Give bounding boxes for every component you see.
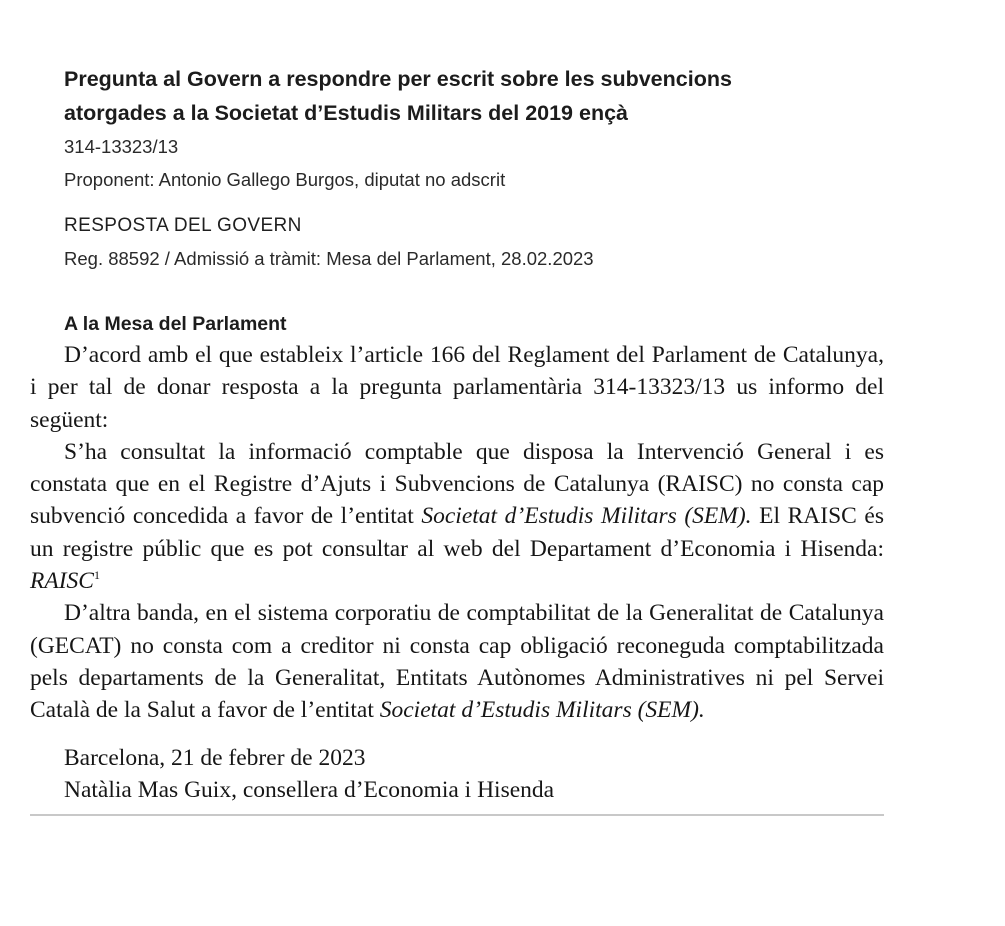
question-title: [64, 62, 884, 130]
document-body: [30, 62, 884, 816]
response-section-label: RESPOSTA DEL GOVERN: [64, 215, 302, 236]
response-text: [30, 339, 884, 727]
paragraph-3-text: D’altra banda, en el sistema corporatiu de comptabilitat de la Generalitat de Catalunya (GECAT) no consta com a creditor ni consta cap obligació reconeguda comptabilitzada pels departaments de la Generalitat, Entitats Autònomes Administratives ni pel Servei Català de la Salut a favor de l’entitat: [30, 600, 884, 724]
place-date: Barcelona, 21 de febrer de 2023: [64, 744, 366, 771]
signatory: Natàlia Mas Guix, consellera d’Economia i Hisenda: [64, 776, 555, 803]
registration-line: Reg. 88592 / Admissió a tràmit: Mesa del Parlament, 28.02.2023: [64, 248, 594, 269]
paragraph-2: [30, 436, 884, 597]
bottom-divider: [30, 814, 884, 816]
entity-name: Societat d’Estudis Militars (SEM).: [379, 697, 705, 724]
paragraph-2-text-a: S’ha consultat la informació comptable que disposa la Intervenció General i es constata que en el Registre d’Ajuts i Subvencions de Catalunya (RAISC) no consta cap subvenció concedida a favor de l’entitat: [30, 438, 884, 530]
question-reference: 314-13323/13: [64, 136, 179, 157]
paragraph-3: [30, 597, 884, 726]
question-title-line-1: Pregunta al Govern a respondre per escrit sobre les subvencions: [64, 67, 732, 91]
question-header: [30, 62, 884, 339]
addressee: A la Mesa del Parlament: [64, 313, 287, 335]
question-proponent: Proponent: Antonio Gallego Burgos, diputat no adscrit: [64, 169, 506, 190]
paragraph-1: D’acord amb el que estableix l’article 166 del Reglament del Parlament de Catalunya, i per tal de donar resposta a la pregunta parlamentària 314-13323/13 us informo del següent:: [30, 342, 884, 433]
paragraph-2-text-b: El RAISC és un registre públic que es pot consultar al web del Departament d’Economia i Hisenda:: [30, 503, 884, 562]
footnote-marker[interactable]: 1: [93, 568, 100, 583]
question-title-line-2: atorgades a la Societat d’Estudis Militars del 2019 ençà: [64, 101, 628, 125]
entity-name: Societat d’Estudis Militars (SEM).: [421, 503, 752, 530]
raisc-link[interactable]: RAISC: [30, 568, 94, 595]
signature-block: [30, 742, 884, 807]
